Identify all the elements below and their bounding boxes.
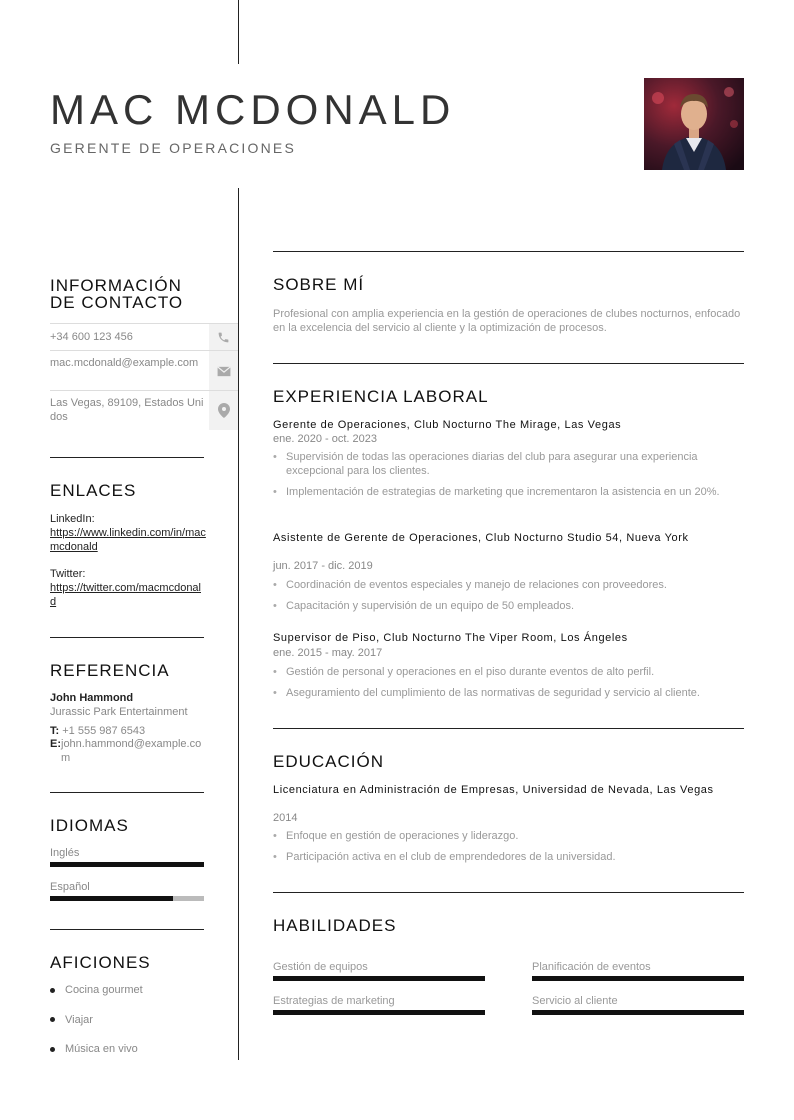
job-dates: ene. 2015 - may. 2017 xyxy=(273,647,383,659)
contact-email-row xyxy=(50,350,238,390)
about-heading: SOBRE MÍ xyxy=(273,275,365,294)
hobby-item xyxy=(50,1014,93,1026)
education-bullet: • Enfoque en gestión de operaciones y liderazgo. xyxy=(273,829,744,843)
language-level-fill xyxy=(50,862,204,867)
language-level-fill xyxy=(50,896,173,901)
bullet-dot-icon xyxy=(50,988,55,993)
left-section-divider xyxy=(50,792,204,793)
contact-heading xyxy=(50,277,183,311)
contact-address: Las Vegas, 89109, Estados Unidos xyxy=(50,397,204,423)
reference-email[interactable]: john.hammond@example.com xyxy=(61,738,202,764)
experience-heading: EXPERIENCIA LABORAL xyxy=(273,387,489,406)
job-bullet: • Gestión de personal y operaciones en el piso durante eventos de alto perfil. xyxy=(273,665,744,679)
contact-heading-line2: DE CONTACTO xyxy=(50,293,184,312)
contact-email[interactable]: mac.mcdonald@example.com xyxy=(50,357,199,369)
hobby-item xyxy=(50,1043,138,1055)
language-name: Inglés xyxy=(50,847,80,859)
languages-heading: IDIOMAS xyxy=(50,816,129,835)
hobby-label: Música en vivo xyxy=(65,1043,138,1055)
reference-heading: REFERENCIA xyxy=(50,661,170,680)
contact-phone: +34 600 123 456 xyxy=(50,331,133,343)
job-bullet: • Coordinación de eventos especiales y manejo de relaciones con proveedores. xyxy=(273,578,744,592)
job-title: Gerente de Operaciones, Club Nocturno The Mirage, Las Vegas xyxy=(273,419,622,431)
twitter-link[interactable]: https://twitter.com/macmcdonald xyxy=(50,582,201,608)
column-divider-line xyxy=(238,188,239,1060)
skill-name: Estrategias de marketing xyxy=(273,995,395,1007)
contact-address-row xyxy=(50,390,238,429)
reference-email-line xyxy=(50,737,206,765)
links-heading: ENLACES xyxy=(50,481,137,500)
reference-phone: +1 555 987 6543 xyxy=(62,725,146,737)
candidate-title: GERENTE DE OPERACIONES xyxy=(50,140,296,156)
reference-phone-line xyxy=(50,724,145,738)
about-text: Profesional con amplia experiencia en la gestión de operaciones de clubes nocturnos, enfocado en la excelencia del servicio al cliente y la optimización de procesos. xyxy=(273,308,741,334)
phone-icon xyxy=(209,324,238,351)
top-divider-line xyxy=(238,0,239,64)
education-bullet: • Participación activa en el club de emprendedores de la universidad. xyxy=(273,850,744,864)
skill-name: Servicio al cliente xyxy=(532,995,618,1007)
job-bullet: • Aseguramiento del cumplimiento de las normativas de seguridad y servicio al cliente. xyxy=(273,686,744,700)
job-bullet: • Capacitación y supervisión de un equipo de 50 empleados. xyxy=(273,599,744,613)
candidate-name: MAC MCDONALD xyxy=(50,86,456,133)
reference-company: Jurassic Park Entertainment xyxy=(50,706,188,718)
location-icon xyxy=(209,391,238,430)
job-dates: ene. 2020 - oct. 2023 xyxy=(273,433,377,445)
skill-level-bar xyxy=(273,976,485,981)
bullet-dot-icon xyxy=(50,1017,55,1022)
left-section-divider xyxy=(50,637,204,638)
profile-photo xyxy=(644,78,744,170)
reference-email-label: E: xyxy=(50,738,61,750)
language-name: Español xyxy=(50,881,90,893)
job-bullet: • Supervisión de todas las operaciones diarias del club para asegurar una experiencia excepcional para los clientes. xyxy=(273,450,744,478)
skill-name: Planificación de eventos xyxy=(532,961,651,973)
education-heading: EDUCACIÓN xyxy=(273,752,385,771)
hobby-label: Cocina gourmet xyxy=(65,984,143,996)
right-section-divider xyxy=(273,363,744,364)
mail-icon xyxy=(209,351,238,391)
linkedin-link[interactable]: https://www.linkedin.com/in/macmcdonald xyxy=(50,527,206,553)
skill-name: Gestión de equipos xyxy=(273,961,368,973)
skills-heading: HABILIDADES xyxy=(273,916,397,935)
degree-year: 2014 xyxy=(273,812,298,824)
skill-level-bar xyxy=(532,1010,744,1015)
reference-phone-label: T: xyxy=(50,725,60,737)
skill-level-bar xyxy=(532,976,744,981)
left-section-divider xyxy=(50,457,204,458)
hobby-label: Viajar xyxy=(65,1013,93,1026)
right-section-divider xyxy=(273,251,744,252)
right-section-divider xyxy=(273,892,744,893)
degree-title: Licenciatura en Administración de Empresas, Universidad de Nevada, Las Vegas xyxy=(273,784,714,796)
twitter-label: Twitter: xyxy=(50,568,86,580)
right-section-divider xyxy=(273,728,744,729)
hobbies-heading: AFICIONES xyxy=(50,953,151,972)
language-level-bar xyxy=(50,896,204,901)
job-dates: jun. 2017 - dic. 2019 xyxy=(273,560,373,572)
bullet-dot-icon xyxy=(50,1047,55,1052)
linkedin-label: LinkedIn: xyxy=(50,513,95,525)
language-level-bar xyxy=(50,862,204,867)
left-section-divider xyxy=(50,929,204,930)
contact-phone-row xyxy=(50,323,238,350)
skill-level-bar xyxy=(273,1010,485,1015)
job-title: Asistente de Gerente de Operaciones, Club Nocturno Studio 54, Nueva York xyxy=(273,532,689,544)
contact-heading-line1: INFORMACIÓN xyxy=(50,276,182,295)
reference-name: John Hammond xyxy=(50,692,134,704)
job-title: Supervisor de Piso, Club Nocturno The Viper Room, Los Ángeles xyxy=(273,632,628,644)
job-bullet: • Implementación de estrategias de marketing que incrementaron la asistencia en un 20%. xyxy=(273,485,744,499)
hobby-item xyxy=(50,984,143,996)
